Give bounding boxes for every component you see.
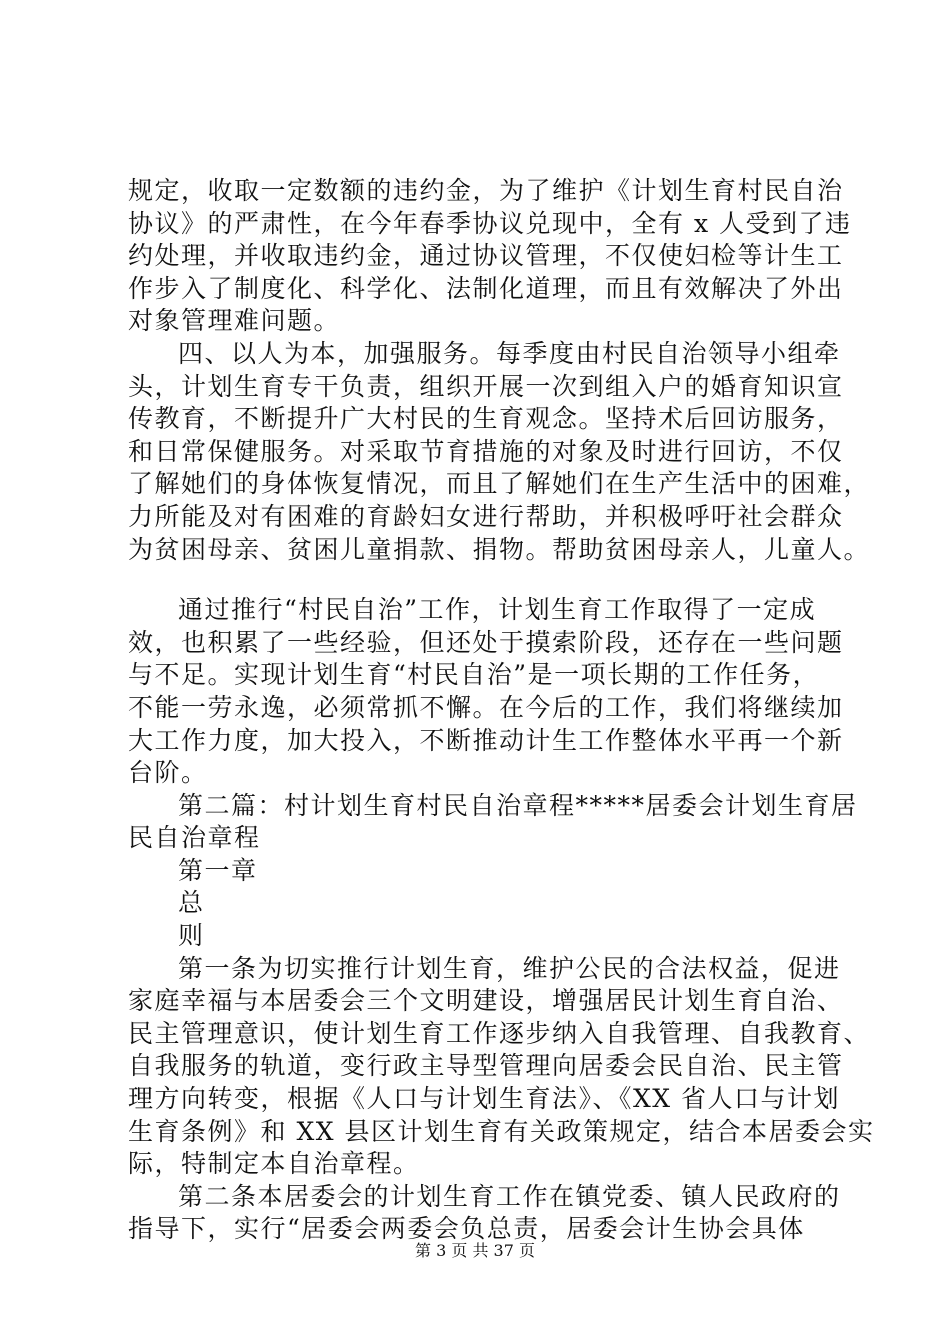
text-line: 约处理，并收取违约金，通过协议管理，不仅使妇检等计生工 bbox=[128, 241, 844, 271]
chapter-heading bbox=[128, 855, 828, 953]
text-line: 作步入了制度化、科学化、法制化道理，而且有效解决了外出 bbox=[128, 273, 844, 303]
text-line: 和日常保健服务。对采取节育措施的对象及时进行回访，不仅 bbox=[128, 436, 844, 466]
text-line: 效，也积累了一些经验，但还处于摸索阶段，还存在一些问题 bbox=[128, 627, 844, 657]
text-line: 台阶。 bbox=[128, 758, 208, 788]
text-line: 第二篇：村计划生育村民自治章程*****居委会计划生育居 bbox=[178, 790, 858, 820]
paragraph-conclusion bbox=[128, 594, 844, 790]
text-line: 第一条为切实推行计划生育，维护公民的合法权益，促进 bbox=[178, 953, 841, 983]
text-line: 规定，收取一定数额的违约金，为了维护《计划生育村民自治 bbox=[128, 176, 844, 205]
chapter-name-char: 总 bbox=[178, 888, 205, 918]
text-line: 头，计划生育专干负责，组织开展一次到组入户的婚育知识宣 bbox=[128, 371, 844, 401]
text-line: 际，特制定本自治章程。 bbox=[128, 1149, 420, 1179]
text-line: 大工作力度，加大投入，不断推动计生工作整体水平再一个新 bbox=[128, 725, 844, 755]
text-line: 为贫困母亲、贫困儿童捐款、捐物。帮助贫困母亲人，儿童人。 bbox=[128, 534, 871, 564]
text-line: 生育条例》和 XX 县区计划生育有关政策规定，结合本居委会实 bbox=[128, 1116, 875, 1146]
chapter-number: 第一章 bbox=[178, 855, 258, 885]
text-line: 传教育，不断提升广大村民的生育观念。坚持术后回访服务， bbox=[128, 404, 844, 434]
text-line: 四、以人为本，加强服务。每季度由村民自治领导小组牵 bbox=[178, 338, 841, 368]
page-footer bbox=[0, 1241, 950, 1261]
text-line: 家庭幸福与本居委会三个文明建设，增强居民计划生育自治、 bbox=[128, 986, 844, 1016]
text-line: 第二条本居委会的计划生育工作在镇党委、镇人民政府的 bbox=[178, 1181, 841, 1211]
paragraph-penalty bbox=[128, 175, 852, 338]
text-line: 指导下，实行“居委会两委会负总责，居委会计生协会具体 bbox=[128, 1214, 805, 1244]
text-line: 理方向转变，根据《人口与计划生育法》、《XX 省人口与计划 bbox=[128, 1084, 841, 1114]
paragraph-gap bbox=[128, 566, 828, 594]
text-line: 通过推行“村民自治”工作，计划生育工作取得了一定成 bbox=[178, 595, 817, 625]
page-number: 第 3 页 共 37 页 bbox=[415, 1241, 535, 1260]
paragraph-service bbox=[128, 338, 871, 566]
text-line: 民自治章程 bbox=[128, 823, 261, 853]
text-line: 民主管理意识，使计划生育工作逐步纳入自我管理、自我教育、 bbox=[128, 1018, 871, 1048]
article-1 bbox=[128, 953, 875, 1181]
text-line: 力所能及对有困难的育龄妇女进行帮助，并积极呼吁社会群众 bbox=[128, 501, 844, 531]
section-title bbox=[128, 790, 858, 855]
document-body bbox=[128, 175, 875, 1246]
text-line: 与不足。实现计划生育“村民自治”是一项长期的工作任务， bbox=[128, 660, 820, 690]
text-line: 对象管理难问题。 bbox=[128, 306, 341, 336]
text-line: 协议》的严肃性，在今年春季协议兑现中，全有 x 人受到了违 bbox=[128, 208, 852, 238]
chapter-name-char: 则 bbox=[178, 921, 205, 951]
text-line: 不能一劳永逸，必须常抓不懈。在今后的工作，我们将继续加 bbox=[128, 692, 844, 722]
article-2 bbox=[128, 1181, 841, 1246]
text-line: 自我服务的轨道，变行政主导型管理向居委会民自治、民主管 bbox=[128, 1051, 844, 1081]
text-line: 了解她们的身体恢复情况，而且了解她们在生产生活中的困难， bbox=[128, 469, 871, 499]
